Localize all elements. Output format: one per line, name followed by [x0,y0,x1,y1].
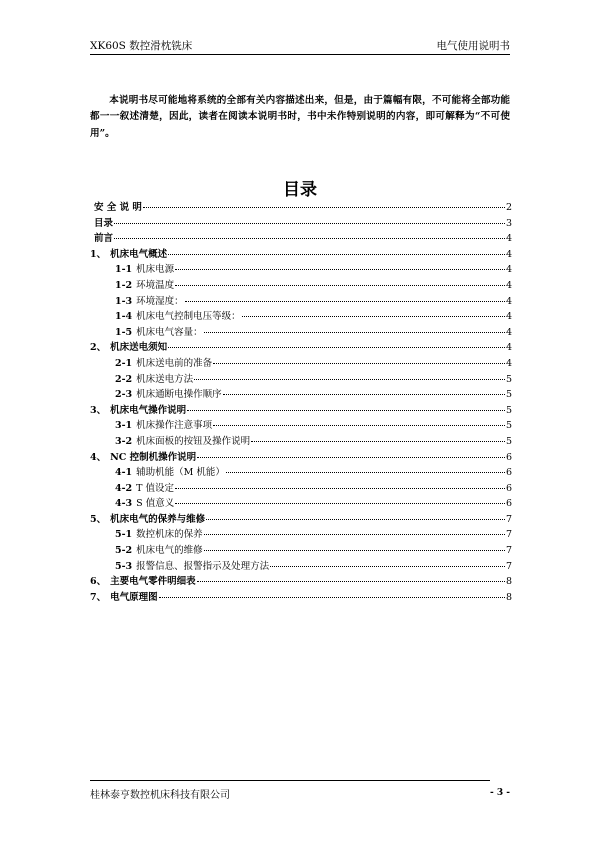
toc-leader [175,503,505,504]
toc-entry-page: 4 [505,295,512,307]
toc-entry[interactable] [90,216,512,232]
toc-entry[interactable] [90,356,512,372]
toc-entry-page: 7 [505,545,512,557]
toc-entry-title: NC 控制机操作说明 [110,451,197,463]
toc-entry-number: 4-3 [115,498,133,510]
toc-leader [251,441,505,442]
toc-entry[interactable] [90,418,512,434]
toc-entry[interactable] [90,481,512,497]
toc-leader [223,394,505,395]
toc-entry-page: 4 [505,233,512,245]
toc-entry[interactable] [90,465,512,481]
toc-leader [159,597,505,598]
toc-entry-page: 6 [505,498,512,510]
toc-entry-title: 机床电气的维修 [136,545,203,557]
toc-entry-title: 电气原理图 [110,591,158,603]
toc-entry-page: 4 [505,311,512,323]
toc-entry[interactable] [90,387,512,403]
toc-entry-title: 机床电气的保养与维修 [110,513,206,525]
toc-leader [175,488,505,489]
toc-entry-number: 5、 [90,513,107,525]
toc-leader [242,316,505,317]
toc-entry-number: 1-5 [115,326,133,338]
toc-entry-title: 辅助机能（M 机能） [136,467,225,479]
toc-entry-page: 2 [505,202,512,213]
toc-entry-number: 3、 [90,404,107,416]
toc-entry-number: 3-1 [115,420,133,432]
toc-entry-page: 7 [505,560,512,572]
toc-leader [204,534,505,535]
toc-entry-page: 4 [505,264,512,276]
toc-entry-page: 8 [505,591,512,603]
toc-entry-number: 4-2 [115,482,133,494]
footer-page-number: - 3 - [490,788,510,798]
toc-entry[interactable] [90,309,512,325]
toc-entry-title: 数控机床的保养 [136,529,203,541]
toc-entry-number: 6、 [90,576,107,588]
toc-leader [270,566,505,567]
toc-entry-title: 报警信息、报警指示及处理方法 [136,560,270,572]
toc-entry-title: 主要电气零件明细表 [110,576,196,588]
toc-leader [204,332,505,333]
toc-entry-title: 机床通断电操作顺序 [136,389,222,401]
toc-entry[interactable] [90,527,512,543]
toc-entry-number: 1-2 [115,279,133,291]
toc-entry-number: 2-2 [115,373,133,385]
toc-entry[interactable] [90,590,512,606]
toc-entry-title: 机床送电前的准备 [136,357,213,369]
toc-entry-page: 5 [505,373,512,385]
toc-entry-page: 6 [505,482,512,494]
toc-entry-title: 机床电气控制电压等级： [136,311,241,323]
toc-entry-title: S 值意义 [136,498,175,510]
toc-entry[interactable] [90,231,512,247]
footer-rule [90,780,490,781]
toc-entry[interactable] [90,294,512,310]
toc-leader [206,519,505,520]
toc-entry[interactable] [90,559,512,575]
toc-entry-page: 4 [505,326,512,338]
toc-entry-number: 5-1 [115,529,133,541]
toc-entry-title: 机床电气概述 [110,248,168,260]
toc-entry-page: 4 [505,279,512,291]
toc-entry-page: 4 [505,342,512,354]
toc-entry-page: 7 [505,529,512,541]
toc-leader [114,238,505,239]
toc-leader [143,207,505,208]
toc-entry-page: 8 [505,576,512,588]
toc-entry-page: 4 [505,248,512,260]
toc-entry-number: 5-2 [115,545,133,557]
toc-entry-title: 环境温度 [136,279,175,291]
toc-leader [114,223,505,224]
toc-entry[interactable] [90,403,512,419]
toc-entry-number: 2-1 [115,357,133,369]
disclaimer-paragraph: 本说明书尽可能地将系统的全部有关内容描述出来，但是，由于篇幅有限，不可能将全部功能都一一叙述清楚，因此，读者在阅读本说明书时，书中未作特别说明的内容，即可解释为“不可使用”。 [90,94,510,139]
toc-entry[interactable] [90,512,512,528]
toc-leader [213,363,505,364]
footer-company: 桂林泰亨数控机床科技有限公司 [90,790,230,801]
toc-entry-number: 3-2 [115,435,133,447]
toc-entry-page: 5 [505,404,512,416]
toc-entry-number: 1-3 [115,295,133,307]
toc-leader [197,581,505,582]
toc-entry[interactable] [90,574,512,590]
toc-entry-number: 2-3 [115,389,133,401]
toc-entry-title: 机床送电须知 [110,342,168,354]
toc-entry-page: 4 [505,357,512,369]
toc-leader [197,457,505,458]
page-header [90,38,510,55]
toc-entry-page: 5 [505,435,512,447]
toc-entry-title: 机床电气操作说明 [110,404,187,416]
toc-leader [175,285,505,286]
table-of-contents [90,200,512,605]
toc-entry-page: 5 [505,389,512,401]
toc-entry[interactable] [90,200,512,216]
toc-entry-number: 2、 [90,342,107,354]
toc-entry-number: 5-3 [115,560,133,572]
toc-entry[interactable] [90,325,512,341]
toc-entry[interactable] [90,434,512,450]
toc-entry-page: 3 [505,217,512,229]
toc-entry-page: 7 [505,513,512,525]
toc-entry[interactable] [90,543,512,559]
toc-entry-title: 机床电气容量： [136,326,203,338]
toc-entry-title: 环境湿度： [136,295,184,307]
toc-leader [204,550,505,551]
toc-title: 目录 [283,180,317,200]
toc-entry[interactable] [90,278,512,294]
toc-entry-page: 5 [505,420,512,432]
header-doc-model: XK60S 数控滑枕铣床 [90,40,193,52]
toc-leader [226,472,505,473]
toc-entry-title: 目录 [94,217,114,229]
toc-entry-number: 1、 [90,248,107,260]
toc-entry-title: 机床送电方法 [136,373,194,385]
toc-leader [175,269,505,270]
toc-entry-title: 机床操作注意事项 [136,420,213,432]
toc-leader [213,425,505,426]
toc-entry-title: 机床面板的按钮及操作说明 [136,435,251,447]
toc-entry-number: 7、 [90,591,107,603]
toc-entry[interactable] [90,340,512,356]
toc-entry[interactable] [90,496,512,512]
toc-leader [194,379,505,380]
toc-leader [185,301,505,302]
toc-leader [168,347,505,348]
toc-entry-title: T 值设定 [136,482,175,494]
toc-entry[interactable] [90,372,512,388]
toc-entry[interactable] [90,247,512,263]
toc-entry-number: 4-1 [115,467,133,479]
toc-entry[interactable] [90,262,512,278]
toc-entry-title: 机床电源 [136,264,175,276]
toc-entry-page: 6 [505,451,512,463]
toc-entry-number: 1-1 [115,264,133,276]
toc-entry-number: 1-4 [115,311,133,323]
toc-entry-title: 安 全 说 明 [94,202,142,213]
toc-entry[interactable] [90,450,512,466]
toc-leader [168,254,505,255]
toc-entry-number: 4、 [90,451,107,463]
toc-entry-page: 6 [505,467,512,479]
header-doc-type: 电气使用说明书 [436,40,510,52]
toc-leader [187,410,505,411]
toc-entry-title: 前言 [94,233,114,245]
